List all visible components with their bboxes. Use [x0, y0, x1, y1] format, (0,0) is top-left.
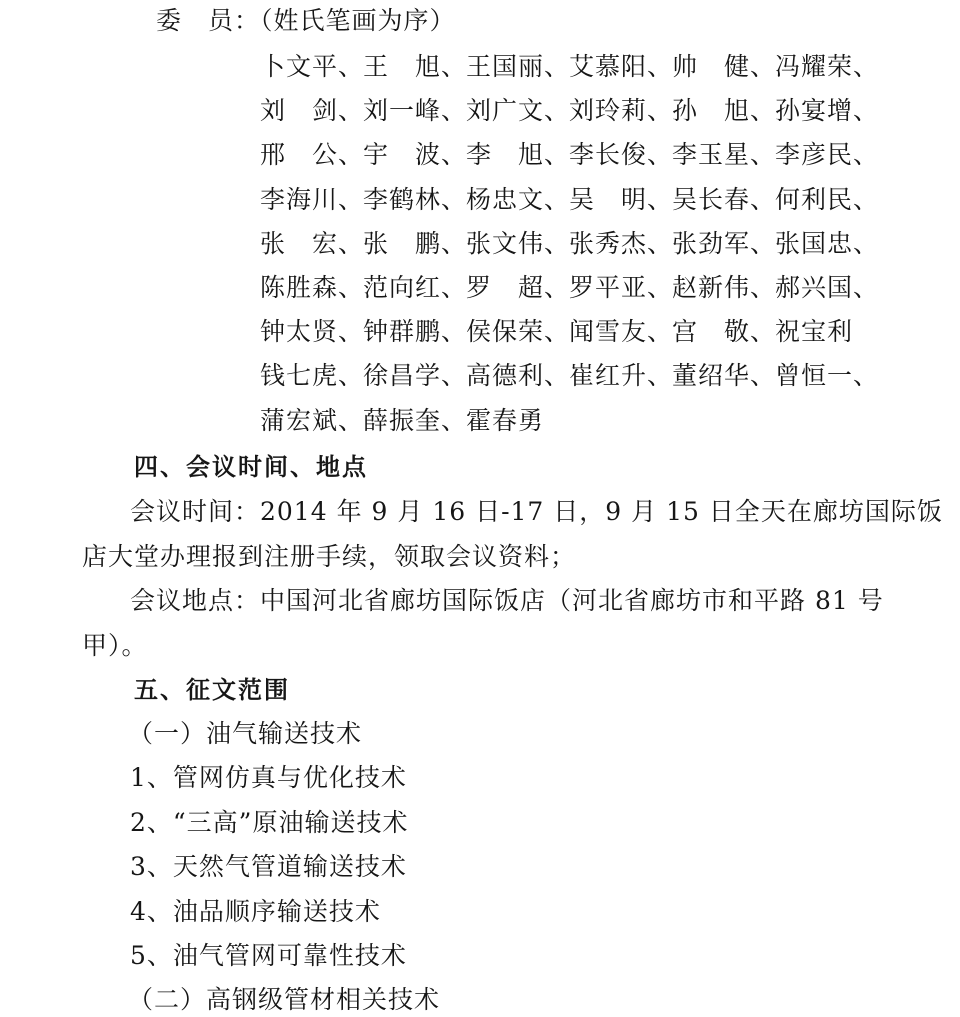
- committee-member-row: [260, 140, 900, 184]
- committee-member-name: 赵新伟、: [672, 272, 777, 302]
- committee-member-name: 张 鹏、: [363, 228, 468, 258]
- committee-member-name: 刘一峰、: [363, 96, 468, 126]
- committee-member-name: 邢 公、: [260, 140, 365, 170]
- committee-label: 委 员：: [156, 6, 261, 35]
- committee-member-name: 张国忠、: [775, 228, 880, 258]
- committee-member-name: 祝宝利: [775, 317, 854, 347]
- committee-member-row: [260, 229, 900, 273]
- committee-member-name: 卜文平、: [260, 52, 365, 81]
- committee-header: [156, 6, 456, 36]
- committee-member-name: 王 旭、: [363, 52, 468, 81]
- committee-member-name: 闻雪友、: [569, 317, 674, 347]
- committee-member-name: 艾慕阳、: [569, 52, 674, 81]
- section-heading-paper-scope: 五、征文范围: [134, 676, 290, 704]
- scope-subsection-high-grade-steel: （二）高钢级管材相关技术: [128, 985, 441, 1014]
- scope-item-5: 5、油气管网可靠性技术: [130, 941, 407, 970]
- committee-member-name: 范向红、: [363, 272, 468, 302]
- committee-member-name: 侯保荣、: [466, 317, 571, 347]
- committee-member-name: 刘 剑、: [260, 96, 365, 126]
- committee-member-name: 李长俊、: [569, 140, 674, 170]
- scope-item-4: 4、油品顺序输送技术: [130, 897, 381, 926]
- committee-member-name: 罗平亚、: [569, 272, 674, 302]
- meeting-time-paragraph-line-1: 会议时间：2014 年 9 月 16 日-17 日，9 月 15 日全天在廊坊国际饭: [130, 497, 943, 526]
- scope-item-1: 1、管网仿真与优化技术: [130, 763, 407, 792]
- committee-order-note: （姓氏笔画为序）: [260, 6, 456, 35]
- committee-member-name: 李海川、: [260, 184, 365, 214]
- committee-member-name: 郝兴国、: [775, 272, 880, 302]
- committee-member-name: 张秀杰、: [569, 228, 674, 258]
- committee-member-row: [260, 185, 900, 229]
- committee-member-name: 宫 敬、: [672, 317, 777, 347]
- committee-member-name: 李彦民、: [775, 140, 880, 170]
- committee-member-name: 刘玲莉、: [569, 96, 674, 126]
- committee-member-name: 孙宴增、: [775, 96, 880, 126]
- committee-member-name: 冯耀荣、: [775, 52, 880, 81]
- committee-member-name: 霍春勇: [466, 405, 545, 435]
- committee-member-row: [260, 96, 900, 140]
- committee-member-name: 孙 旭、: [672, 96, 777, 126]
- scope-item-2: 2、“三高”原油输送技术: [130, 808, 409, 837]
- committee-member-row: [260, 52, 900, 96]
- committee-member-name: 王国丽、: [466, 52, 571, 81]
- committee-member-name: 宇 波、: [363, 140, 468, 170]
- committee-member-name: 帅 健、: [672, 52, 777, 81]
- committee-member-name: 徐昌学、: [363, 361, 468, 391]
- committee-member-row: [260, 317, 900, 361]
- committee-member-name: 曾恒一、: [775, 361, 880, 391]
- committee-member-name: 李鹤林、: [363, 184, 468, 214]
- section-heading-meeting-time-place: 四、会议时间、地点: [134, 453, 368, 481]
- committee-member-list: [260, 52, 900, 450]
- committee-member-name: 杨忠文、: [466, 184, 571, 214]
- committee-member-name: 陈胜森、: [260, 272, 365, 302]
- committee-member-name: 钟群鹏、: [363, 317, 468, 347]
- committee-member-name: 李 旭、: [466, 140, 571, 170]
- committee-member-name: 刘广文、: [466, 96, 571, 126]
- committee-member-name: 钟太贤、: [260, 317, 365, 347]
- scope-item-3: 3、天然气管道输送技术: [130, 852, 407, 881]
- committee-member-name: 高德利、: [466, 361, 571, 391]
- committee-member-row: [260, 406, 900, 450]
- committee-member-name: 钱七虎、: [260, 361, 365, 391]
- scope-subsection-oil-gas-transport: （一）油气输送技术: [128, 719, 363, 748]
- committee-member-name: 薛振奎、: [363, 405, 468, 435]
- committee-member-row: [260, 273, 900, 317]
- committee-member-row: [260, 361, 900, 405]
- committee-member-name: 何利民、: [775, 184, 880, 214]
- meeting-place-paragraph-line-2: 甲）。: [82, 631, 148, 660]
- meeting-time-paragraph-line-2: 店大堂办理报到注册手续，领取会议资料；: [82, 542, 577, 571]
- meeting-place-paragraph-line-1: 会议地点：中国河北省廊坊国际饭店（河北省廊坊市和平路 81 号: [130, 586, 884, 615]
- committee-member-name: 崔红升、: [569, 361, 674, 391]
- committee-member-name: 罗 超、: [466, 272, 571, 302]
- committee-member-name: 吴长春、: [672, 184, 777, 214]
- committee-member-name: 吴 明、: [569, 184, 674, 214]
- committee-member-name: 董绍华、: [672, 361, 777, 391]
- committee-member-name: 李玉星、: [672, 140, 777, 170]
- committee-member-name: 张劲军、: [672, 228, 777, 258]
- committee-member-name: 蒲宏斌、: [260, 405, 365, 435]
- committee-member-name: 张 宏、: [260, 228, 365, 258]
- committee-member-name: 张文伟、: [466, 228, 571, 258]
